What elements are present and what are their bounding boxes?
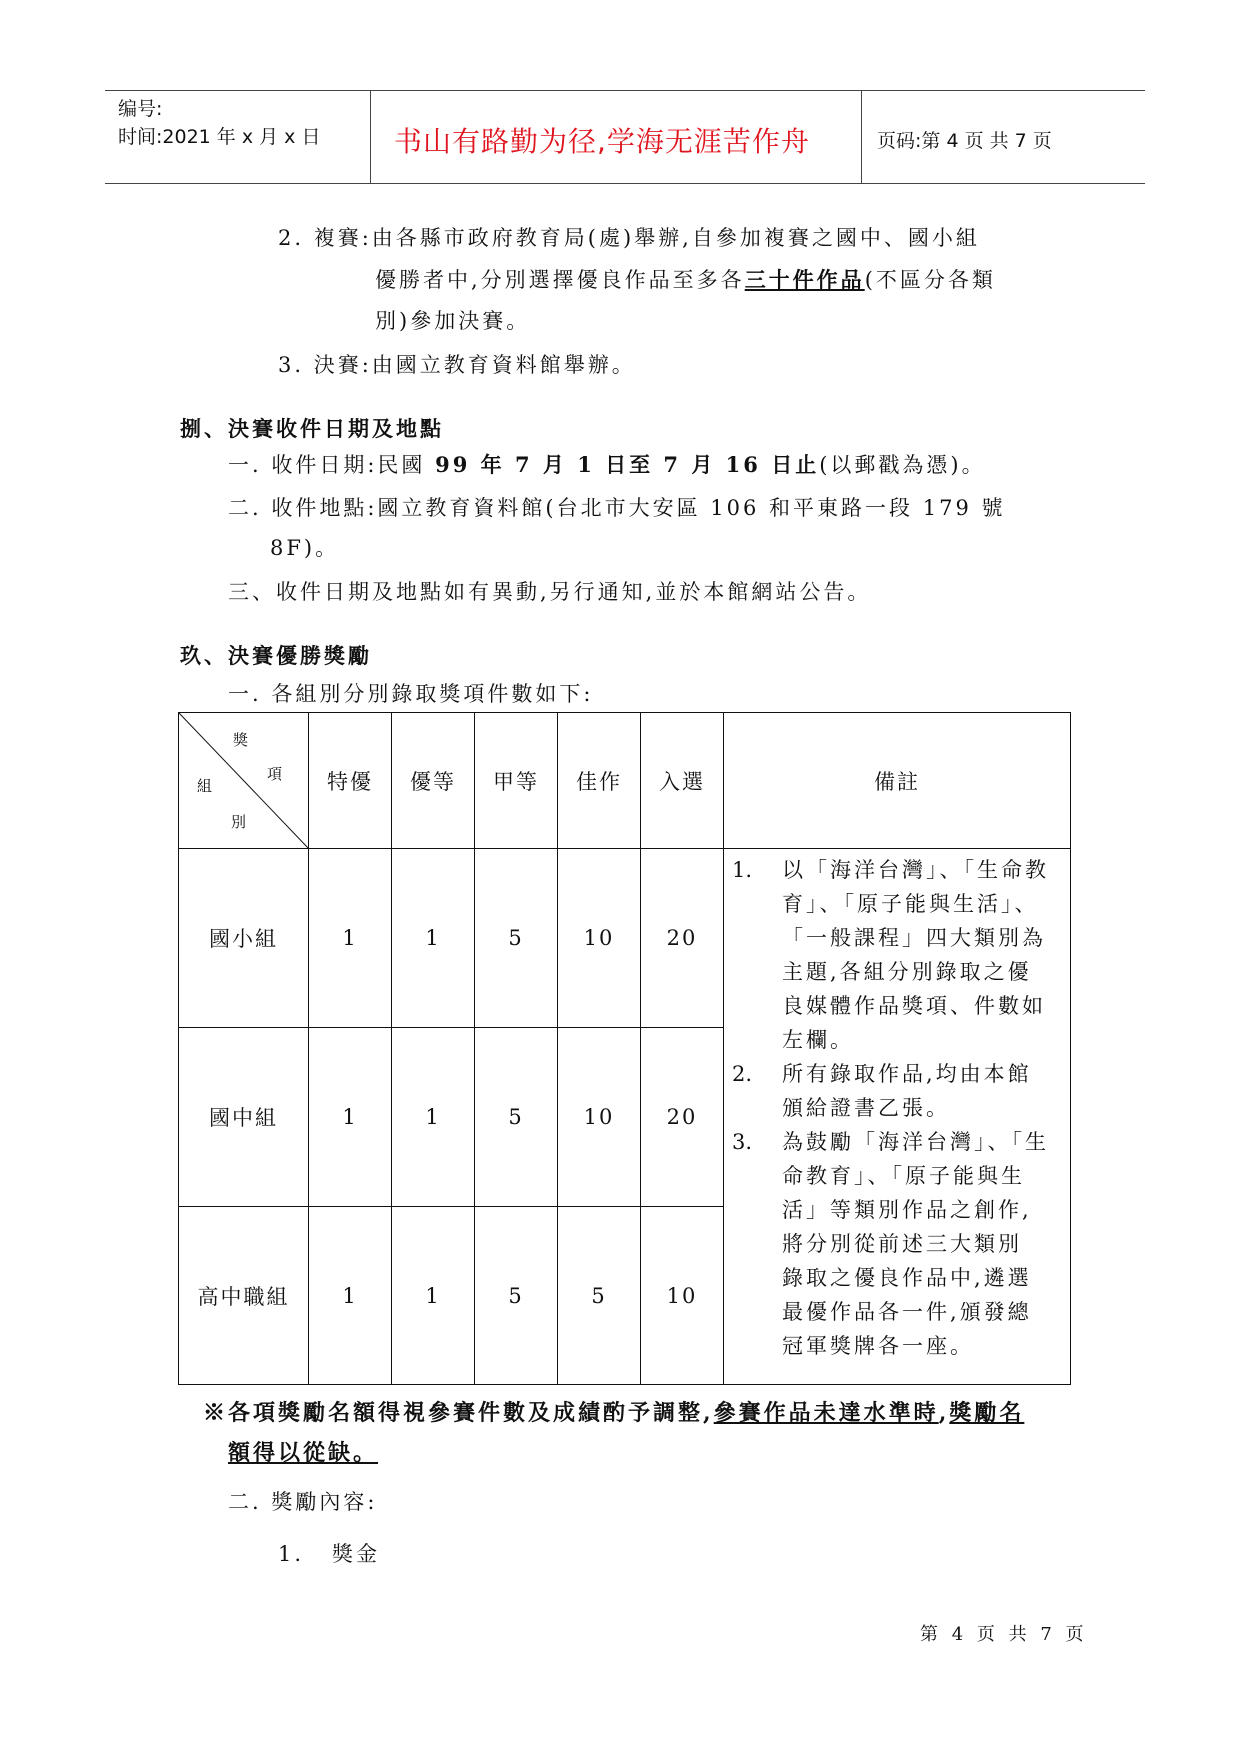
remark-line: 「一般課程」四大類別為 <box>782 926 1046 950</box>
remark-line: 為鼓勵「海洋台灣」、「生 <box>782 1130 1049 1154</box>
remark-line: 將分別從前述三大類別 <box>782 1232 1022 1256</box>
table-header-row <box>179 713 1071 849</box>
final-round-item-2-line-2 <box>375 260 996 300</box>
note-emphasis: 參賽作品未達水準時 <box>713 1400 939 1426</box>
remark-number: 1. <box>732 858 753 882</box>
group-cell: 高中職組 <box>179 1207 309 1385</box>
remark-line: 左欄。 <box>782 1028 854 1052</box>
remark-text <box>782 1125 1062 1363</box>
remark-line: 育」、「原子能與生活」、 <box>782 892 1039 916</box>
table-cell: 10 <box>558 1028 641 1207</box>
remark-line: 以「海洋台灣」、「生命教 <box>782 858 1049 882</box>
note-emphasis: 獎勵名 <box>949 1400 1025 1426</box>
table-cell: 1 <box>309 849 392 1028</box>
remark-text <box>782 1057 1062 1125</box>
table-cell: 1 <box>309 1207 392 1385</box>
item-text: 獎金 <box>332 1542 381 1566</box>
group-cell: 國小組 <box>179 849 309 1028</box>
emphasis-text: 三十件作品 <box>744 267 865 292</box>
serial-label: 编号: <box>118 98 163 120</box>
collection-location: 二. 收件地點:國立教育資料館(台北市大安區 106 和平東路一段 179 號 <box>228 496 1006 520</box>
award-content-heading: 二. 獎勵內容: <box>228 1490 378 1514</box>
table-cell: 5 <box>475 849 558 1028</box>
final-round-item-2 <box>278 218 980 258</box>
remarks-cell <box>724 849 1071 1385</box>
table-cell: 5 <box>475 1028 558 1207</box>
item-text: 由各縣市政府教育局(處)舉辦,自參加複賽之國中、國小組 <box>371 226 980 250</box>
header-bottom-rule <box>105 183 1145 184</box>
note-text: , <box>938 1400 950 1426</box>
table-cell: 1 <box>392 1207 475 1385</box>
column-header: 入選 <box>641 713 724 849</box>
header-top-rule <box>105 90 1145 91</box>
header-motto: 书山有路勤为径,学海无涯苦作舟 <box>394 125 810 158</box>
table-cell: 20 <box>641 1028 724 1207</box>
remark-line: 頒給證書乙張。 <box>782 1096 950 1120</box>
remark-line: 活」等類別作品之創作, <box>782 1198 1032 1222</box>
remark-line: 主題,各組分別錄取之優 <box>782 960 1032 984</box>
remark-number: 2. <box>732 1062 753 1086</box>
remark-item <box>732 853 1062 1057</box>
corner-header-cell <box>179 713 309 849</box>
column-header: 特優 <box>309 713 392 849</box>
header-divider-left <box>370 91 371 184</box>
table-cell: 5 <box>475 1207 558 1385</box>
header-divider-right <box>861 91 862 184</box>
corner-label-right: 項 <box>267 765 285 783</box>
collection-change-notice: 三、收件日期及地點如有異動,另行通知,並於本館網站公告。 <box>228 580 872 604</box>
remark-line: 最優作品各一件,頒發總 <box>782 1300 1032 1324</box>
award-content-item-1 <box>278 1534 380 1574</box>
remark-item <box>732 1125 1062 1363</box>
remark-line: 所有錄取作品,均由本館 <box>782 1062 1032 1086</box>
page-label: 页码:第 4 页 共 7 页 <box>877 130 1052 152</box>
remark-text <box>782 853 1062 1057</box>
group-cell: 國中組 <box>179 1028 309 1207</box>
column-header: 備註 <box>724 713 1071 849</box>
item-label: 2. 複賽: <box>278 226 372 250</box>
final-round-item-3: 3. 決賽:由國立教育資料館舉辦。 <box>278 353 636 377</box>
table-cell: 10 <box>558 849 641 1028</box>
column-header: 甲等 <box>475 713 558 849</box>
table-cell: 1 <box>309 1028 392 1207</box>
remark-number: 3. <box>732 1130 753 1154</box>
awards-table <box>178 712 1071 1385</box>
item-text: 優勝者中,分別選擇優良作品至多各 <box>375 268 745 292</box>
item-text: (以郵戳為憑)。 <box>819 453 986 477</box>
column-header: 優等 <box>392 713 475 849</box>
table-cell: 20 <box>641 849 724 1028</box>
remark-line: 錄取之優良作品中,遴選 <box>782 1266 1032 1290</box>
table-cell: 5 <box>558 1207 641 1385</box>
table-cell: 10 <box>641 1207 724 1385</box>
item-number: 1. <box>278 1542 305 1566</box>
item-text: (不區分各類 <box>864 268 996 292</box>
corner-label-left: 組 <box>197 777 215 795</box>
section-9-heading: 玖、決賽優勝獎勵 <box>180 643 372 668</box>
page-footer: 第 4 页 共 7 页 <box>920 1624 1088 1645</box>
table-cell: 1 <box>392 849 475 1028</box>
section-8-heading: 捌、決賽收件日期及地點 <box>180 416 444 441</box>
date-label: 时间:2021 年 x 月 x 日 <box>118 126 321 148</box>
remark-item <box>732 1057 1062 1125</box>
remark-line: 冠軍獎牌各一座。 <box>782 1334 974 1358</box>
collection-location-line-2: 8F)。 <box>270 536 340 560</box>
awards-intro: 一. 各組別分別錄取獎項件數如下: <box>228 682 594 706</box>
awards-adjustment-note <box>203 1396 1024 1427</box>
remark-line: 命教育」、「原子能與生 <box>782 1164 1025 1188</box>
column-header: 佳作 <box>558 713 641 849</box>
final-round-item-2-line-3: 別)參加決賽。 <box>375 309 531 333</box>
collection-date <box>228 445 986 485</box>
corner-label-bottom: 別 <box>231 813 249 831</box>
corner-label-top: 獎 <box>233 731 251 749</box>
table-cell: 1 <box>392 1028 475 1207</box>
note-text: ※各項獎勵名額得視參賽件數及成績酌予調整, <box>203 1400 714 1426</box>
date-range: 99 年 7 月 1 日至 7 月 16 日止 <box>435 452 820 477</box>
remark-line: 良媒體作品獎項、件數如 <box>782 994 1046 1018</box>
awards-adjustment-note-line-2: 額得以從缺。 <box>228 1440 379 1466</box>
table-row <box>179 849 1071 1028</box>
item-text: 一. 收件日期:民國 <box>228 453 436 477</box>
